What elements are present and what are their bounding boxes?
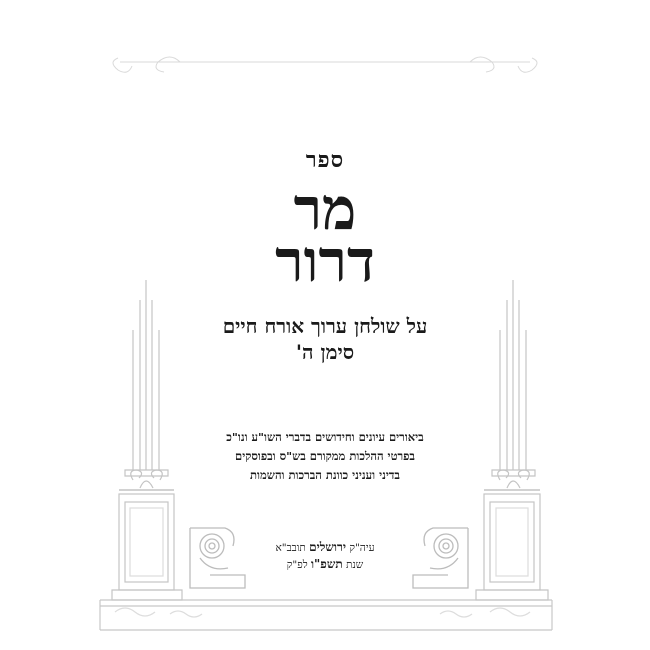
description-line2: בפרטי ההלכות ממקורם בש"ס ובפוסקים <box>235 449 415 463</box>
publication-place <box>0 540 650 555</box>
description-line3: בדיני ועניני כוונת הברכות והשמות <box>250 468 400 482</box>
year-value: תשפ"ו <box>310 557 343 571</box>
book-label: ספר <box>305 147 345 173</box>
top-scroll-ornament <box>113 57 537 72</box>
place-name: ירושלים <box>309 540 346 554</box>
base-platform <box>100 600 552 630</box>
subtitle-line2: סימן ה' <box>295 340 355 364</box>
year-prefix: שנת <box>345 559 364 571</box>
subtitle-line1: על שולחן ערוך אורח חיים <box>222 314 428 338</box>
description-line1: ביאורים עיונים וחידושים בדברי השו"ע ונו"כ <box>226 430 424 444</box>
book-title-line2: דרור <box>275 227 375 295</box>
year-suffix: לפ"ק <box>286 559 308 571</box>
book-title-line1: מר <box>293 175 357 243</box>
place-prefix: עיה"ק <box>349 542 375 554</box>
place-suffix: תובב"א <box>275 542 306 554</box>
publication-year <box>0 557 650 572</box>
